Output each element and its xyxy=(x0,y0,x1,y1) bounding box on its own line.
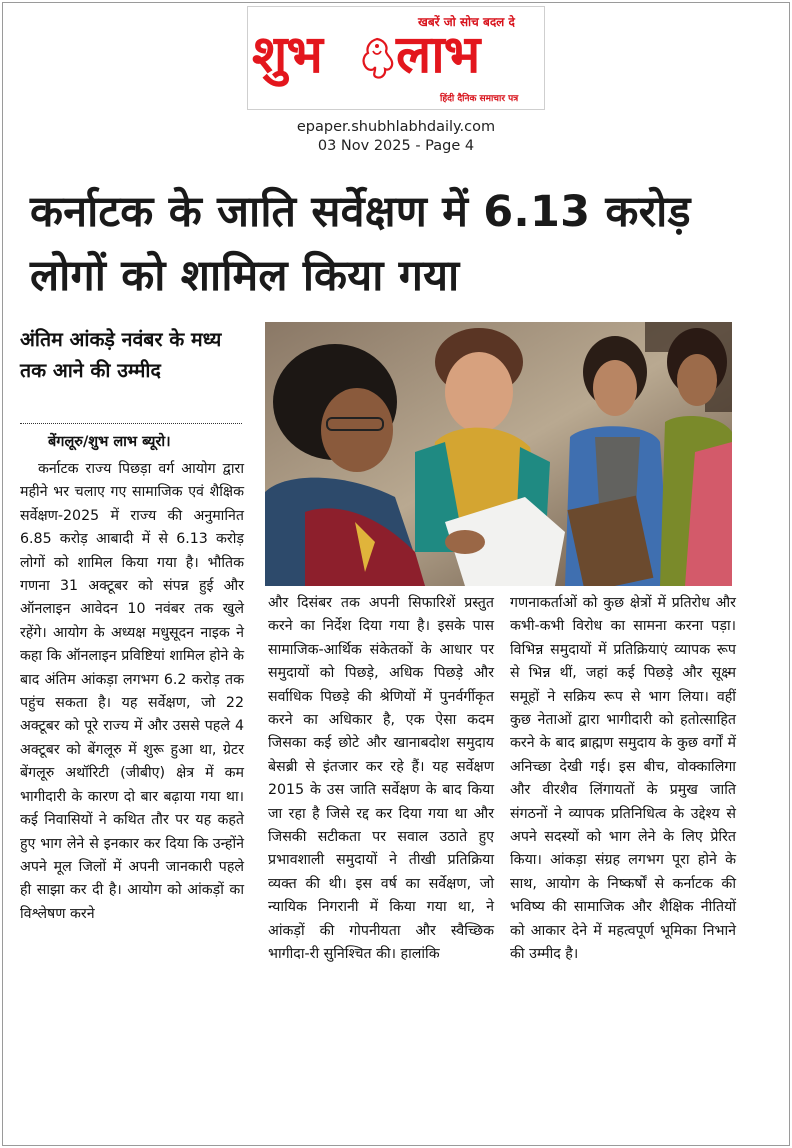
headline: कर्नाटक के जाति सर्वेक्षण में 6.13 करोड़ लोगों को शामिल किया गया xyxy=(30,187,691,301)
article-photo xyxy=(265,322,732,586)
subhead-divider xyxy=(20,423,242,424)
subheadline: अंतिम आंकड़े नवंबर के मध्य तक आने की उम्मीद xyxy=(20,328,222,382)
masthead-subtagline: हिंदी दैनिक समाचार पत्र xyxy=(440,94,519,104)
article-column-3 xyxy=(510,592,736,967)
masthead-logo xyxy=(247,6,545,110)
article-text-column-1: कर्नाटक राज्य पिछड़ा वर्ग आयोग द्वारा महीने भर चलाए गए सामाजिक एवं शैक्षिक सर्वेक्षण-2025 में राज्य की अनुमानित 6.85 करोड़ आबादी में से 6.13 करोड़ लोगों को शामिल किया गया है। भौतिक गणना 31 अक्टूबर को संपन्न हुई और ऑनलाइन आवेदन 10 नवंबर तक खुले रहेंगे। आयोग के अध्यक्ष मधुसूदन नाइक ने कहा कि ऑनलाइन प्रविष्टियां शामिल होने के बाद अंतिम आंकड़ा लगभग 6.2 करोड़ तक पहुंच सकता है। यह सर्वेक्षण, जो 22 अक्टूबर को पूरे राज्य में और उससे पहले 4 अक्टूबर को बेंगलूरु में शुरू हुआ था, ग्रेटर बेंगलूरु अथॉरिटी (जीबीए) क्षेत्र में कम भागीदारी के कारण दो बार बढ़ाया गया था। कई निवासियों ने कथित तौर पर यह कहते हुए भाग लेने से इनकार कर दिया कि उन्होंने अपने मूल जिलों में अपनी जानकारी पहले ही साझा कर दी है। आयोग को आंकड़ों का विश्लेषण करने xyxy=(20,461,244,922)
dateline: बेंगलूरु/शुभ लाभ ब्यूरो। xyxy=(48,434,171,450)
brand-name-right: लाभ xyxy=(396,25,480,85)
source-url[interactable]: epaper.shubhlabhdaily.com xyxy=(296,119,496,135)
article-text-column-2: और दिसंबर तक अपनी सिफारिशें प्रस्तुत करने का निर्देश दिया गया है। इसके पास सामाजिक-आर्थिक संकेतकों के आधार पर समुदायों को पिछड़े, अधिक पिछड़े और सर्वाधिक पिछड़े की श्रेणियों में पुनर्वर्गीकृत करने का अधिकार है, एक ऐसा कदम जिसका कई छोटे और खानाबदोश समुदाय बेसब्री से इंतजार कर रहे हैं। यह सर्वेक्षण 2015 के उस जाति सर्वेक्षण के बाद किया जा रहा है जिसे रद्द कर दिया गया था और जिसकी सटीकता पर सवाल उठाते हुए प्रभावशाली समुदायों ने तीखी प्रतिक्रिया व्यक्त की थी। इस वर्ष का सर्वेक्षण, जो न्यायिक निगरानी में किया गया था, ने आंकड़ों की गोपनीयता और स्वैच्छिक भागीदा-री सुनिश्चित की। हालांकि xyxy=(268,595,494,963)
article-column-1 xyxy=(20,458,244,926)
brand-name-left: शुभ xyxy=(252,25,322,85)
masthead-tagline: खबरें जो सोच बदल दे xyxy=(418,15,515,29)
date-page: 03 Nov 2025 - Page 4 xyxy=(317,138,475,154)
article-text-column-3: गणनाकर्ताओं को कुछ क्षेत्रों में प्रतिरोध और कभी-कभी विरोध का सामना करना पड़ा। विभिन्न समुदायों में प्रतिक्रियाएं व्यापक रूप से भिन्न थीं, जहां कई पिछड़े और सूक्ष्म समूहों ने सक्रिय रूप से भाग लिया। वहीं कुछ नेताओं द्वारा भागीदारी को हतोत्साहित करने के बाद ब्राह्मण समुदाय के कुछ वर्गों में अनिच्छा देखी गई। इस बीच, वोक्कालिगा और वीरशैव लिंगायतों के प्रमुख जाति संगठनों ने व्यापक प्रतिनिधित्व के उद्देश्य से अपने सदस्यों को भाग लेने के लिए प्रेरित किया। आंकड़ा संग्रह लगभग पूरा होने के साथ, आयोग के निष्कर्षों से कर्नाटक की भविष्य की सामाजिक और शैक्षिक नीतियों को आकार देने में महत्वपूर्ण भूमिका निभाने की उम्मीद है। xyxy=(510,595,736,963)
photo-illustration xyxy=(265,322,732,586)
article-column-2 xyxy=(268,592,494,967)
ganesha-icon xyxy=(356,35,398,81)
source-info xyxy=(0,118,792,156)
